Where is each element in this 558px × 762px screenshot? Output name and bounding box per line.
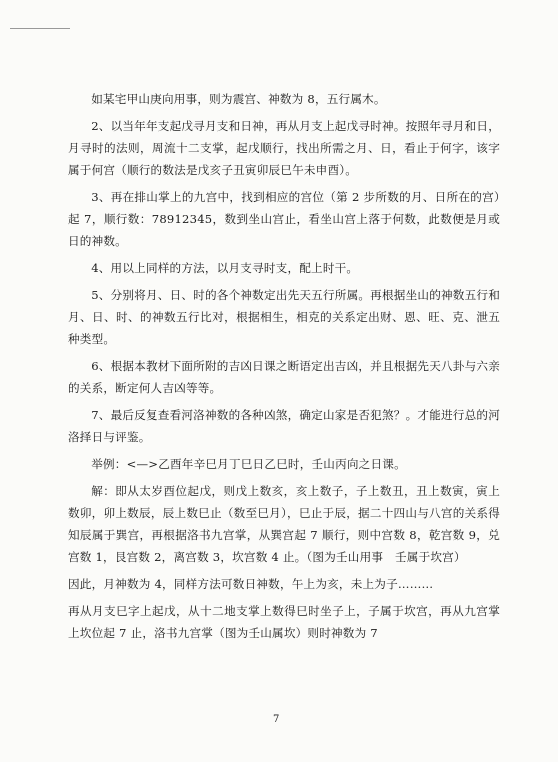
page-number: 7: [273, 714, 280, 725]
paragraph-step-2: 2、以当年年支起戊寻月支和日神，再从月支上起戊寻时神。按照年寻月和日，月寻时的法则，周流十二支掌，起戊顺行，找出所需之月、日，看止于何字，该字属于何宫（顺行的数法是戊亥子丑寅卯辰巳午未申酉）。: [68, 119, 500, 177]
paragraph-step-6: 6、根据本教材下面所附的吉凶日课之断语定出吉凶，并且根据先天八卦与六亲的关系，断定何人吉凶等等。: [68, 359, 500, 395]
paragraph-example-house: 如某宅甲山庚向用事，则为震宫、神数为 8，五行属木。: [91, 92, 386, 106]
paragraph-step-7: 7、最后反复查看河洛神数的各种凶煞，确定山家是否犯煞？。才能进行总的河洛择日与评鉴。: [68, 408, 500, 444]
paragraph-month-number: 因此，月神数为 4，同样方法可数日神数，午上为亥，未上为子………: [68, 577, 434, 591]
paragraph-hour-number: 再从月支巳字上起戊，从十二地支掌上数得巳时坐子上，子属于坎宫，再从九宫掌上坎位起 7 止，洛书九宫掌（图为壬山属坎）则时神数为 7: [68, 604, 500, 640]
paragraph-solution: 解：即从太岁酉位起戊，则戊上数亥，亥上数子，子上数丑，丑上数寅，寅上数卯，卯上数辰，辰上数巳止（数至巳月），巳止于辰，据二十四山与八宫的关系得知辰属于巽宫，再根据洛书九宫掌，从巽宫起 7 顺行，则中宫数 8，乾宫数 9，兑宫数 1，艮宫数 2，离宫数 3，坎宫数 4 止。（图为壬山用事 壬属于坎宫）: [68, 484, 500, 564]
paragraph-example-heading: 举例：<—>乙酉年辛巳月丁巳日乙巳时，壬山丙向之日课。: [91, 457, 406, 471]
paragraph-step-4: 4、用以上同样的方法，以月支寻时支，配上时干。: [91, 261, 359, 275]
paragraph-step-3: 3、再在排山掌上的九宫中，找到相应的宫位（第 2 步所数的月、日所在的宫）起 7，顺行数：78912345，数到坐山宫止，看坐山宫上落于何数，此数便是月或日的神数。: [68, 190, 500, 248]
paragraph-step-5: 5、分别将月、日、时的各个神数定出先天五行所属。再根据坐山的神数五行和月、日、时、的神数五行比对，根据相生，相克的关系定出财、恩、旺、克、泄五种类型。: [68, 288, 500, 346]
